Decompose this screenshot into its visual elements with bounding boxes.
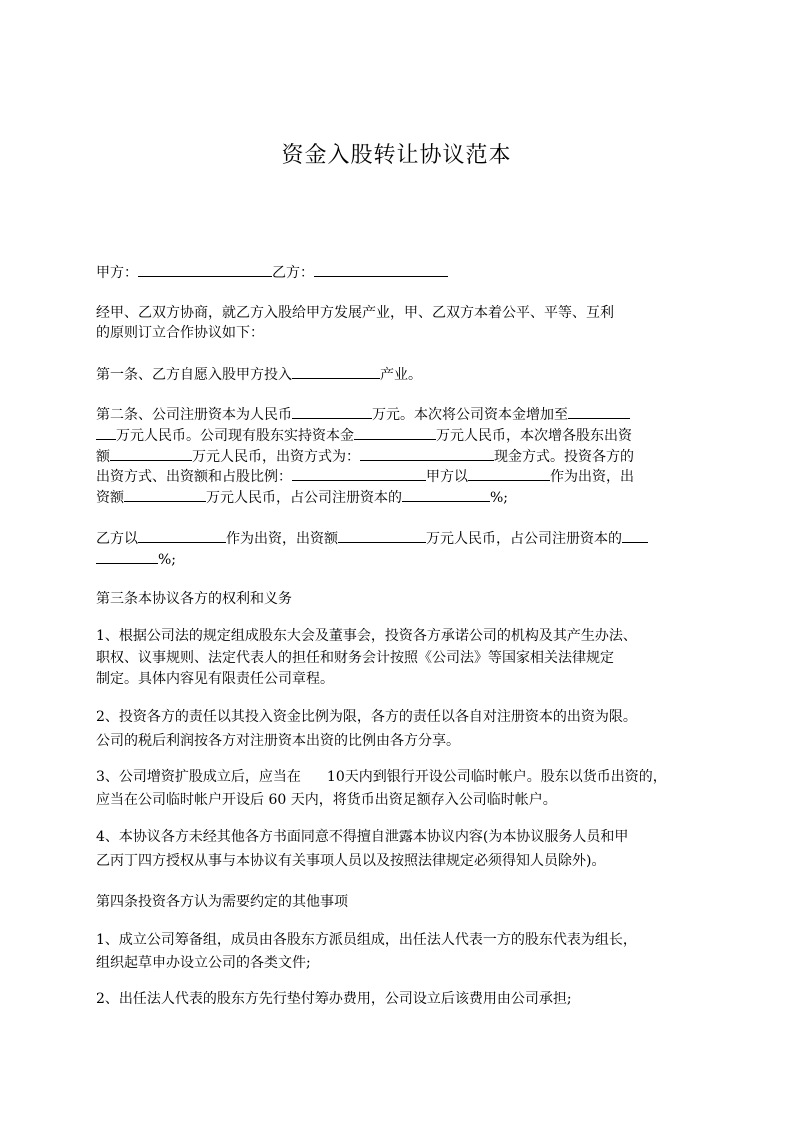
article-4-p1-line-1: 1、成立公司筹备组，成员由各股东方派员组成，出任法人代表一方的股东代表为组长， [96, 932, 637, 948]
article-3-heading: 第三条本协议各方的权利和义务 [96, 591, 292, 607]
party-b-amount-blank[interactable] [338, 528, 426, 543]
article-1 [96, 364, 422, 385]
article-2-text: 万元人民币。公司现有股东实持资本金 [116, 428, 354, 444]
article-3-p2-line-1: 2、投资各方的责任以其投入资金比例为限，各方的责任以各自对注册资本的出资为限。 [96, 709, 637, 725]
article-2-text: 作为出资，出 [550, 469, 634, 485]
party-a-label: 甲方： [96, 265, 138, 281]
industry-blank[interactable] [292, 364, 380, 379]
contribution-method-blank[interactable] [360, 446, 494, 461]
article-2-line-6 [96, 528, 648, 549]
article-2-text: 万元人民币，本次增各股东出资 [436, 428, 632, 444]
article-2-line-5 [96, 487, 508, 508]
intro-line-2: 的原则订立合作协议如下： [96, 325, 264, 341]
party-a-amount-blank[interactable] [124, 487, 206, 502]
article-2-text: %; [490, 490, 509, 506]
article-2-text: 万元。本次将公司资本金增加至 [372, 407, 568, 423]
article-2-line-2 [96, 425, 632, 446]
article-2-text: 现金方式。投资各方的 [494, 449, 634, 465]
article-2-line-3 [96, 446, 634, 467]
article-2-line-4 [96, 466, 634, 487]
article-3-p4-line-2: 乙丙丁四方授权从事与本协议有关事项人员以及按照法律规定必须得知人员除外)。 [96, 853, 606, 869]
party-b-blank[interactable] [314, 262, 448, 277]
registered-capital-blank[interactable] [292, 404, 372, 419]
parties-line [96, 262, 448, 283]
article-1-text: 第一条、乙方自愿入股甲方投入 [96, 367, 292, 383]
article-2-text: 第二条、公司注册资本为人民币 [96, 407, 292, 423]
party-a-contribution-blank[interactable] [468, 466, 550, 481]
article-2-text: 万元人民币，占公司注册资本的 [206, 490, 402, 506]
party-b-percent-blank[interactable] [622, 528, 648, 543]
article-2-text: 甲方以 [426, 469, 468, 485]
article-3-p1-line-2: 职权、议事规则、法定代表人的担任和财务会计按照《公司法》等国家相关法律规定 [96, 650, 614, 666]
article-3-p4-line-1: 4、本协议各方未经其他各方书面同意不得擅自泄露本协议内容(为本协议服务人员和甲 [96, 829, 629, 845]
intro-line-1: 经甲、乙双方协商，就乙方入股给甲方发展产业，甲、乙双方本着公平、平等、互利 [96, 305, 614, 321]
increased-capital-blank[interactable] [568, 404, 630, 419]
party-b-percent-blank-cont[interactable] [96, 549, 158, 564]
article-4-heading: 第四条投资各方认为需要约定的其他事项 [96, 894, 348, 910]
article-3-p3-line-1 [96, 767, 667, 787]
article-4-p2-line-1: 2、出任法人代表的股东方先行垫付筹办费用，公司设立后该费用由公司承担; [96, 991, 572, 1007]
article-3-p1-line-3: 制定。具体内容见有限责任公司章程。 [96, 671, 334, 687]
article-2-text: 乙方以 [96, 531, 138, 547]
article-3-text: 3、公司增资扩股成立后，应当在 [96, 769, 301, 785]
article-3-p3-line-2: 应当在公司临时帐户开设后 60 天内，将货币出资足额存入公司临时帐户。 [96, 792, 557, 808]
article-2-text: 万元人民币，出资方式为： [192, 449, 360, 465]
article-2-line-1 [96, 404, 630, 425]
document-title: 资金入股转让协议范本 [281, 143, 512, 168]
article-2-text: 出资方式、出资额和占股比例： [96, 469, 292, 485]
article-2-text: 资额 [96, 490, 124, 506]
party-a-blank[interactable] [138, 262, 272, 277]
article-2-line-7 [96, 549, 176, 570]
party-b-contribution-blank[interactable] [138, 528, 226, 543]
party-b-label: 乙方： [272, 265, 314, 281]
article-3-text: 10天内到银行开设公司临时帐户。股东以货币出资的， [326, 769, 667, 785]
article-2-text: 万元人民币，占公司注册资本的 [426, 531, 622, 547]
increased-capital-blank-cont[interactable] [96, 425, 116, 440]
article-2-text: 作为出资，出资额 [226, 531, 338, 547]
article-3-p2-line-2: 公司的税后利润按各方对注册资本出资的比例由各方分享。 [96, 733, 460, 749]
article-2-text: %; [158, 552, 177, 568]
article-1-suffix: 产业。 [380, 367, 422, 383]
existing-capital-blank[interactable] [354, 425, 436, 440]
share-ratio-blank[interactable] [292, 466, 426, 481]
article-3-p1-line-1: 1、根据公司法的规定组成股东大会及董事会，投资各方承诺公司的机构及其产生办法、 [96, 628, 637, 644]
article-4-p1-line-2: 组织起草申办设立公司的各类文件; [96, 955, 311, 971]
article-2-text: 额 [96, 449, 110, 465]
party-a-percent-blank[interactable] [402, 487, 490, 502]
contribution-amount-blank[interactable] [110, 446, 192, 461]
